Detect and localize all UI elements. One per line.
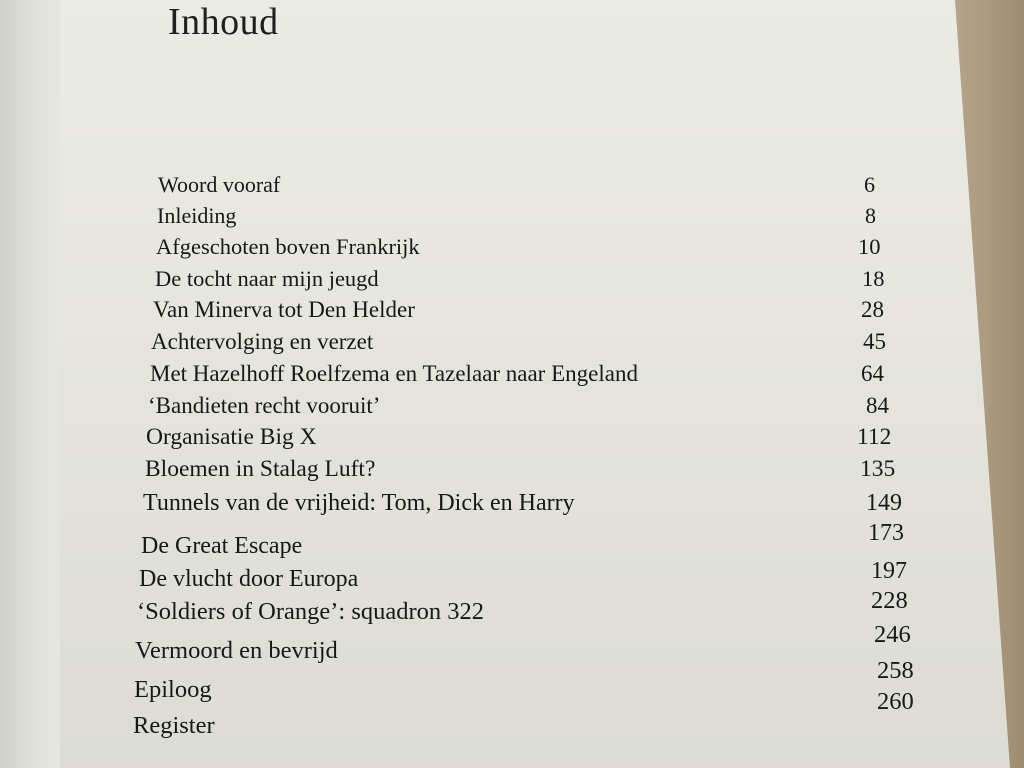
toc-entry-title: Achtervolging en verzet xyxy=(151,329,374,354)
toc-entry-page-number: 84 xyxy=(866,393,889,418)
toc-entry-title: Inleiding xyxy=(157,203,237,228)
page-title: Inhoud xyxy=(168,1,279,43)
toc-entry-title: De Great Escape xyxy=(141,533,303,559)
toc-entry-page-number: 258 xyxy=(877,657,914,684)
toc-entry-title: Tunnels van de vrijheid: Tom, Dick en Harry xyxy=(143,490,575,516)
toc-entry-page-number: 112 xyxy=(857,424,892,450)
toc-entry-page-number: 28 xyxy=(861,297,884,322)
toc-entry-page-number: 149 xyxy=(866,490,902,516)
toc-entry-page-number: 10 xyxy=(858,234,881,259)
toc-entry-title: Bloemen in Stalag Luft? xyxy=(145,456,376,482)
toc-entry-page-number: 18 xyxy=(862,266,885,291)
toc-entry-page-number: 8 xyxy=(865,203,876,228)
toc-entry-title: Epiloog xyxy=(134,676,212,703)
toc-entry-page-number: 135 xyxy=(860,456,896,482)
toc-entry-title: Woord vooraf xyxy=(158,172,281,197)
toc-entry-page-number: 228 xyxy=(871,587,908,614)
toc-entry-title: Met Hazelhoff Roelfzema en Tazelaar naar Engeland xyxy=(150,361,638,386)
toc-entry-title: Vermoord en bevrijd xyxy=(135,637,338,664)
toc-entry-page-number: 173 xyxy=(868,520,904,546)
toc-entry-title: De tocht naar mijn jeugd xyxy=(155,266,379,291)
toc-entry-title: ‘Soldiers of Orange’: squadron 322 xyxy=(137,598,485,625)
toc-entry-page-number: 246 xyxy=(874,621,911,648)
toc-entry-title: Van Minerva tot Den Helder xyxy=(153,297,415,322)
toc-entry-page-number: 260 xyxy=(877,688,914,715)
toc-entry-page-number: 45 xyxy=(863,329,886,354)
toc-entry-title: Afgeschoten boven Frankrijk xyxy=(156,234,420,259)
toc-entry-title: ‘Bandieten recht vooruit’ xyxy=(148,393,381,418)
toc-entry-page-number: 64 xyxy=(861,361,884,386)
toc-entry-title: Organisatie Big X xyxy=(146,424,317,450)
toc-entry-page-number: 197 xyxy=(871,558,907,584)
toc-entry-title: De vlucht door Europa xyxy=(139,566,359,592)
toc-entry-title: Register xyxy=(133,712,215,739)
toc-entry-page-number: 6 xyxy=(864,172,875,197)
